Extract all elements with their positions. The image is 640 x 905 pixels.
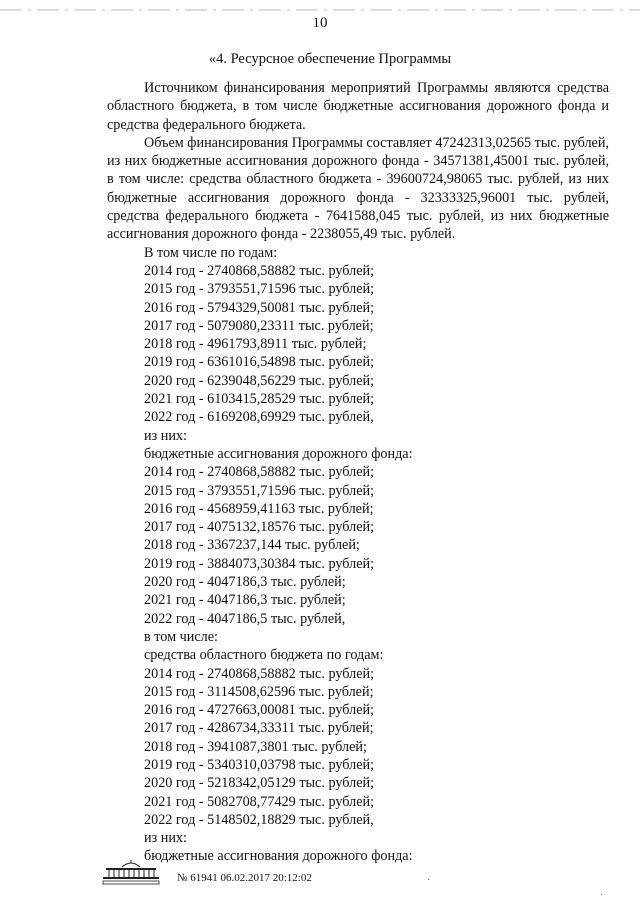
list-line: в том числе: — [144, 628, 218, 645]
list-line: 2022 год - 5148502,18829 тыс. рублей, — [144, 811, 374, 828]
list-line: 2019 год - 5340310,03798 тыс. рублей; — [144, 756, 375, 773]
document-footer — [100, 868, 420, 888]
scan-top-edge — [0, 9, 640, 11]
paragraph-funding-volume: Объем финансирования Программы составляет 47242313,02565 тыс. рублей, из них бюджетные ассигнования дорожного фонда - 34571381,45001 тыс. рублей, в том числе: средства областного бюджета - 39600724,98065 тыс. рублей, из них бюджетные ассигнования дорожного фонда - 32333325,96001 тыс. рублей, средства федерального бюджета - 7641588,045 тыс. рублей, из них бюджетные ассигнования дорожного фонда - 2238055,49 тыс. рублей. — [107, 134, 609, 243]
list-line: 2016 год - 4568959,41163 тыс. рублей; — [144, 500, 374, 517]
list-line: средства областного бюджета по годам: — [144, 647, 384, 664]
list-line: 2019 год - 3884073,30384 тыс. рублей; — [144, 555, 375, 572]
paragraph-funding-sources: Источником финансирования мероприятий Программы являются средства областного бюджета, в том числе бюджетные ассигнования дорожного фонда и средства федерального бюджета. — [107, 80, 609, 133]
list-line: 2014 год - 2740868,58882 тыс. рублей; — [144, 665, 375, 682]
list-line: 2016 год - 4727663,00081 тыс. рублей; — [144, 702, 375, 719]
list-line: 2020 год - 4047186,3 тыс. рублей; — [144, 574, 346, 591]
list-line: 2022 год - 4047186,5 тыс. рублей, — [144, 610, 346, 627]
list-line: 2014 год - 2740868,58882 тыс. рублей; — [144, 464, 375, 481]
list-line: 2020 год - 5218342,05129 тыс. рублей; — [144, 775, 375, 792]
funding-by-year-list — [107, 244, 609, 866]
list-line: 2017 год - 5079080,23311 тыс. рублей; — [144, 317, 374, 334]
list-line: 2017 год - 4075132,18576 тыс. рублей; — [144, 519, 375, 536]
document-registration-number: № 61941 06.02.2017 20:12:02 — [177, 872, 312, 884]
list-line: 2014 год - 2740868,58882 тыс. рублей; — [144, 262, 375, 279]
section-title: «4. Ресурсное обеспечение Программы — [208, 51, 452, 67]
list-line: 2022 год - 6169208,69929 тыс. рублей, — [144, 409, 374, 426]
list-line: 2015 год - 3114508,62596 тыс. рублей; — [144, 683, 374, 700]
list-line: 2021 год - 5082708,77429 тыс. рублей; — [144, 793, 375, 810]
list-line: бюджетные ассигнования дорожного фонда: — [144, 445, 413, 462]
list-line: 2018 год - 4961793,8911 тыс. рублей; — [144, 336, 367, 353]
list-line: 2015 год - 3793551,71596 тыс. рублей; — [144, 482, 375, 499]
government-building-logo-icon — [100, 858, 162, 886]
scan-artifact-mark: · — [600, 890, 604, 901]
list-line: бюджетные ассигнования дорожного фонда: — [144, 848, 413, 865]
list-line: 2021 год - 6103415,28529 тыс. рублей; — [144, 391, 375, 408]
list-line: 2016 год - 5794329,50081 тыс. рублей; — [144, 299, 375, 316]
list-line: 2020 год - 6239048,56229 тыс. рублей; — [144, 372, 375, 389]
list-line: из них: — [144, 427, 187, 444]
list-line: 2015 год - 3793551,71596 тыс. рублей; — [144, 281, 375, 298]
list-line: В том числе по годам: — [144, 244, 278, 261]
list-line: 2018 год - 3941087,3801 тыс. рублей; — [144, 738, 367, 755]
list-line: 2018 год - 3367237,144 тыс. рублей; — [144, 537, 360, 554]
list-line: 2017 год - 4286734,33311 тыс. рублей; — [144, 720, 374, 737]
list-line: 2019 год - 6361016,54898 тыс. рублей; — [144, 354, 375, 371]
list-line: из них: — [144, 830, 187, 847]
scan-artifact-mark: · — [427, 875, 431, 886]
document-body — [107, 79, 609, 866]
page-number: 10 — [312, 15, 328, 31]
list-line: 2021 год - 4047186,3 тыс. рублей; — [144, 592, 346, 609]
